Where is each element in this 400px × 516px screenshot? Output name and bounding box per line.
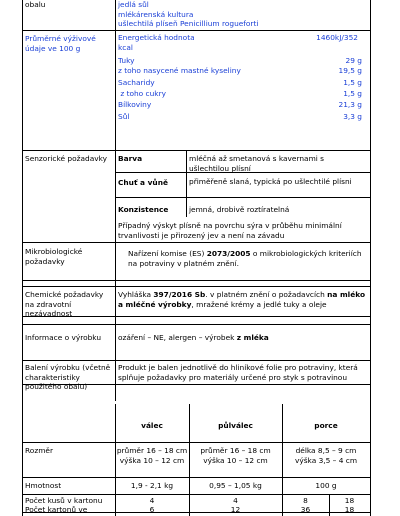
row-label: Počet kusů v kartonu <box>25 496 103 505</box>
row-divider <box>115 197 370 198</box>
row-divider <box>22 286 370 287</box>
nutrition-row <box>118 100 362 112</box>
row-divider <box>22 360 370 361</box>
sensory-attr: Barva <box>118 154 143 163</box>
nutrient-value: 3,3 g <box>343 112 362 121</box>
nutrient-name: kcal <box>118 43 133 52</box>
weight-cell: 100 g <box>315 481 337 490</box>
row-divider <box>22 280 370 281</box>
nutrition-row <box>118 112 362 123</box>
nutrient-name: Sůl <box>118 112 130 121</box>
regulation-number: 2073/2005 <box>206 249 251 258</box>
row-label: Rozměr <box>25 446 53 455</box>
packaging-label: Balení výrobku (včetně charakteristiky použitého obalu) <box>25 363 111 392</box>
dimension-cell: délka 8,5 – 9 cm výška 3,5 – 4 cm <box>294 446 358 465</box>
count-cell: 4 <box>149 496 155 505</box>
regulation-number: 397/2016 Sb <box>153 290 206 299</box>
nutrient-value: 19,5 g <box>338 66 362 75</box>
nutrient-value: 1,5 g <box>343 78 362 87</box>
table-border-left <box>22 0 23 516</box>
nutrient-name: z toho nasycené mastné kyseliny <box>118 66 241 75</box>
count-cell: 12 <box>230 505 241 514</box>
column-header: válec <box>141 421 163 430</box>
count-cell: 4 <box>233 496 238 505</box>
nutrition-row <box>118 66 362 78</box>
sensory-desc: přiměřeně slaná, typická po ušlechtilé plísni <box>189 177 352 186</box>
row-divider <box>22 494 370 495</box>
micro-text-part: Nařízení komise (ES) <box>128 249 207 258</box>
nutrient-value: 29 g <box>345 56 362 65</box>
chem-label: Chemické požadavky na zdravotní nezávadnost <box>25 290 104 319</box>
count-cell: 18 <box>344 505 355 514</box>
column-header: porce <box>314 421 338 430</box>
nutrient-name: Energetická hodnota <box>118 33 195 42</box>
info-label: Informace o výrobku <box>25 333 102 342</box>
chem-text-bold: na mléko a mléčné výrobky <box>118 290 366 309</box>
count-cell: 6 <box>149 505 155 514</box>
ingredient-line: ušlechtilá plíseň Penicillium rogueforti <box>118 19 259 29</box>
info-text <box>118 333 269 343</box>
chem-text-part: Vyhláška <box>118 290 154 299</box>
nutrition-row <box>118 56 362 66</box>
row-label: Hmotnost <box>25 481 62 490</box>
chem-text-part: . v platném znění o požadavcích <box>205 290 328 299</box>
weight-cell: 0,95 – 1,05 kg <box>209 481 262 490</box>
nutrient-value: 1,5 g <box>343 89 362 98</box>
dimension-cell: průměr 16 – 18 cm výška 10 – 12 cm <box>116 446 188 465</box>
column-divider <box>115 0 116 401</box>
nutrient-value: 21,3 g <box>338 100 362 109</box>
nutrient-value: 1460kJ/352 <box>316 33 358 42</box>
nutrient-name: z toho cukry <box>118 89 166 98</box>
nutrition-table <box>118 33 362 123</box>
packaging-text: Produkt je balen jednotlivě do hliníkové folie pro potraviny, která splňuje požadavky pro materiály určené pro styk s potravinou <box>118 363 358 382</box>
sensory-desc: jemná, drobivě roztíratelná <box>189 205 290 214</box>
info-text-part: ozáření – NE, alergen – výrobek <box>118 333 237 342</box>
row-divider <box>22 150 370 151</box>
row-divider <box>22 242 370 243</box>
nutrient-name: Sacharidy <box>118 78 155 87</box>
nutrition-label: Průměrné výživové údaje ve 100 g <box>25 34 96 53</box>
row-divider <box>22 30 370 31</box>
sensory-note: Případný výskyt plísně na povrchu sýra v průběhu minimální trvanlivosti je přirozený jev a není na závadu <box>118 221 342 240</box>
sensory-attr: Chuť a vůně <box>118 178 168 187</box>
column-header: půlválec <box>218 421 253 430</box>
micro-text <box>128 249 368 268</box>
count-cell: 36 <box>300 505 311 514</box>
nutrition-row <box>118 78 362 89</box>
row-divider <box>22 442 370 443</box>
dimension-cell: průměr 16 – 18 cm výška 10 – 12 cm <box>200 446 271 465</box>
count-cell: 18 <box>344 496 355 505</box>
chem-text <box>118 290 366 309</box>
table-border-right <box>370 0 371 516</box>
nutrition-row <box>118 43 362 56</box>
top-left-label: obalu <box>25 0 46 9</box>
nutrition-row <box>118 33 362 43</box>
nutrient-name: Bílkoviny <box>118 100 152 109</box>
count-cell: 8 <box>303 496 308 505</box>
ingredients-list <box>118 0 258 29</box>
micro-text-part: o mikrobiologických kriteriích na potraviny v platném znění. <box>128 249 362 268</box>
chem-text-part: , mražené krémy a jedlé tuky a oleje <box>191 299 327 309</box>
sensory-divider <box>186 150 187 217</box>
sensory-desc: mléčná až smetanová s kavernami s ušlechtilou plísní <box>189 154 325 173</box>
ingredient-line: jedlá sůl <box>118 0 149 9</box>
nutrient-name: Tuky <box>118 56 135 65</box>
row-divider <box>22 324 370 325</box>
weight-cell: 1,9 - 2,1 kg <box>130 481 174 490</box>
nutrition-row <box>118 89 362 100</box>
row-divider <box>22 477 370 478</box>
sensory-label: Senzorické požadavky <box>25 154 107 163</box>
ingredient-line: mlékárenská kultura <box>118 9 194 19</box>
allergen: z mléka <box>236 333 269 342</box>
sensory-attr: Konzistence <box>118 205 169 214</box>
row-label: Počet kartonů ve <box>25 505 88 514</box>
micro-label: Mikrobiologické požadavky <box>25 247 83 266</box>
